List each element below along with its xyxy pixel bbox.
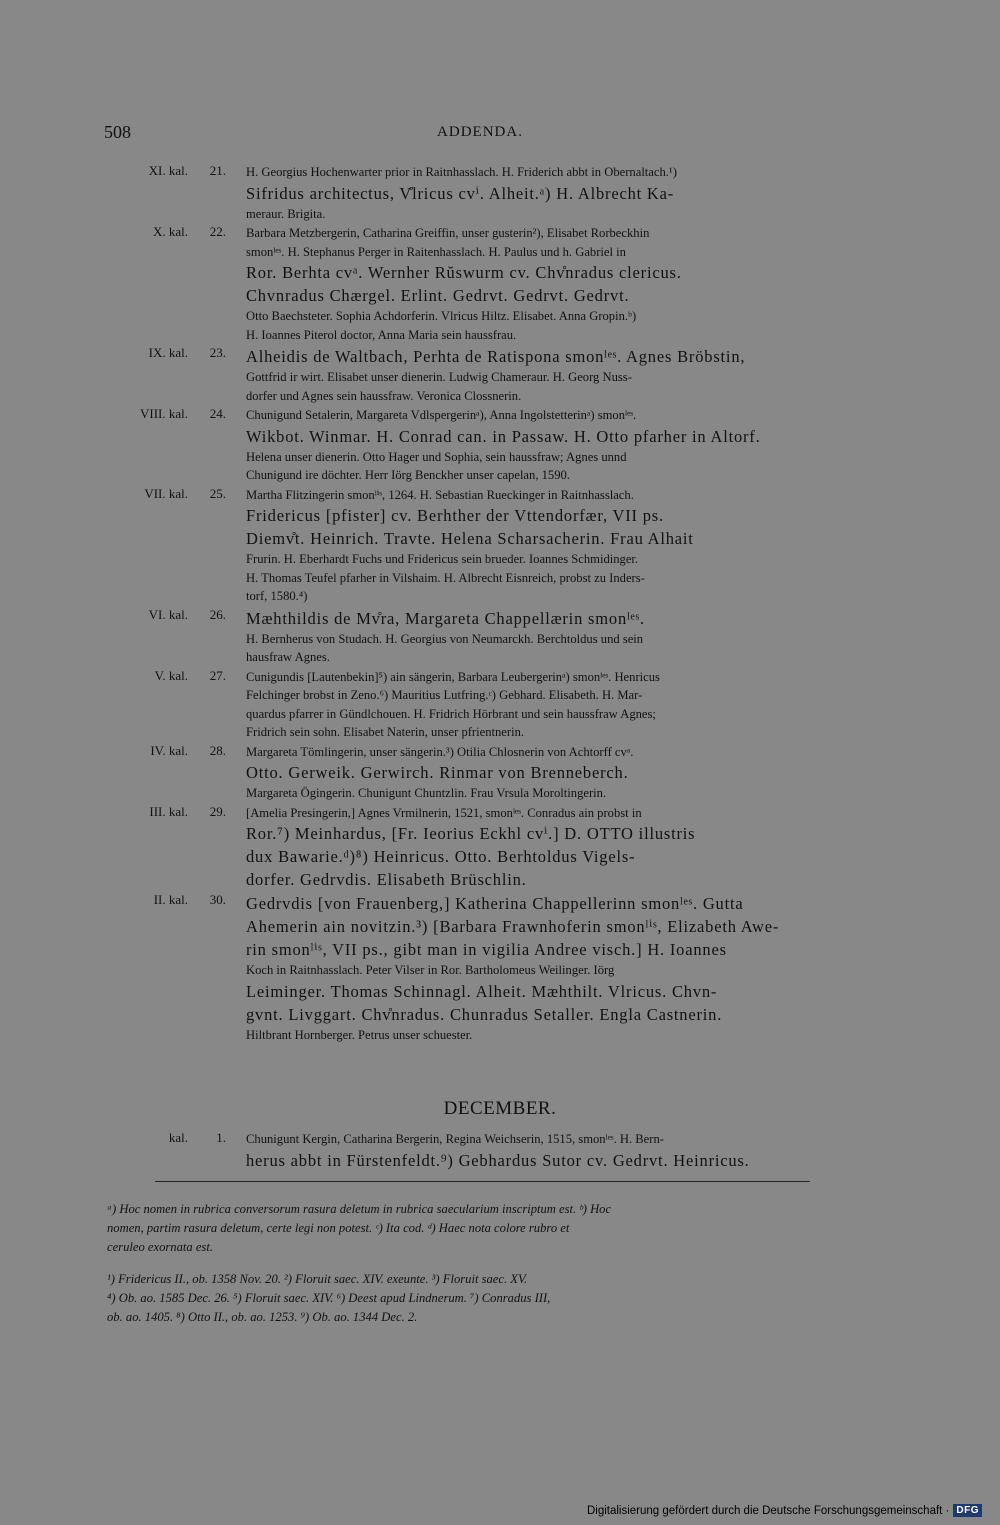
entry-line: Chunigund ire döchter. Herr Iörg Benckher unser capelan, 1590.	[246, 468, 570, 482]
footnotes-numbers	[107, 1270, 859, 1327]
day-number: 28.	[209, 742, 226, 758]
entry-line: Fridericus [pfister] cv. Berhther der Vttendorfær, VII ps.	[246, 506, 664, 525]
entry-line: [Amelia Presingerin,] Agnes Vrmilnerin, 1521, smonˡᵉˢ. Conradus ain probst in	[246, 805, 642, 820]
entry-line: Ror.⁷) Meinhardus, [Fr. Ieorius Eckhl cvⁱ.] D. OTTO illustris	[246, 824, 696, 843]
entry-line: Mæhthildis de Mv̊ra, Margareta Chappellærin smonˡᵉˢ.	[246, 608, 645, 628]
kalend-label: X. kal.	[152, 224, 188, 239]
calendar-entries	[108, 163, 860, 1045]
calendar-entry	[108, 486, 860, 606]
entry-line: hausfraw Agnes.	[246, 650, 330, 664]
entry-line: Gottfrid ir wirt. Elisabet unser dienerin. Ludwig Chameraur. H. Georg Nuss-	[246, 370, 632, 384]
dfg-credit	[587, 1504, 982, 1517]
december-entry	[108, 1130, 860, 1173]
entry-line: Diemv̊t. Heinrich. Travte. Helena Scharsacherin. Frau Alhait	[246, 529, 694, 548]
day-number: 25.	[209, 485, 226, 501]
entry-line: Ahemerin ain novitzin.³) [Barbara Frawnhoferin smonˡⁱˢ, Elizabeth Awe-	[246, 917, 780, 936]
day-number: 29.	[209, 803, 226, 819]
entry-line: Chunigunt Kergin, Catharina Bergerin, Regina Weichserin, 1515, smonˡᵉˢ. H. Bern-	[246, 1132, 664, 1146]
kalend-label: VIII. kal.	[139, 406, 188, 421]
calendar-entry	[108, 345, 860, 405]
kalend-label: kal.	[168, 1130, 188, 1145]
kalend-label: VI. kal.	[148, 606, 188, 622]
day-number: 1.	[216, 1130, 226, 1145]
december-heading: DECEMBER.	[443, 1098, 557, 1119]
calendar-entry	[108, 607, 860, 667]
calendar-entry	[108, 743, 860, 803]
kalend-label: VII. kal.	[144, 485, 188, 501]
entry-line: rin smonˡⁱˢ, VII ps., gibt man in vigilia Andree visch.] H. Ioannes	[246, 940, 727, 959]
entry-line: Frurin. H. Eberhardt Fuchs und Fridericus sein brueder. Ioannes Schmidinger.	[246, 552, 639, 566]
footnote-line: ᵃ) Hoc nomen in rubrica conversorum rasura deletum in rubrica saecularium inscriptum est. ᵇ) Hoc	[107, 1202, 612, 1216]
calendar-entry	[108, 224, 860, 344]
footnote-line: ob. ao. 1405. ⁸) Otto II., ob. ao. 1253. ⁹) Ob. ao. 1344 Dec. 2.	[107, 1310, 418, 1324]
entry-line: Helena unser dienerin. Otto Hager und Sophia, sein haussfraw; Agnes unnd	[246, 449, 627, 464]
entry-line: Gedrvdis [von Frauenberg,] Katherina Chappellerinn smonˡᵉˢ. Gutta	[246, 894, 744, 913]
calendar-entry	[108, 163, 860, 223]
credit-text: Digitalisierung gefördert durch die Deutsche Forschungsgemeinschaft ·	[586, 1504, 950, 1517]
calendar-entry	[108, 892, 860, 1044]
entry-line: H. Bernherus von Studach. H. Georgius von Neumarckh. Berchtoldus und sein	[246, 631, 644, 646]
kalend-label: IV. kal.	[150, 742, 188, 758]
kalend-label: XI. kal.	[148, 163, 188, 178]
entry-line: torf, 1580.⁴)	[246, 589, 308, 603]
footnote-line: nomen, partim rasura deletum, certe legi non potest. ᶜ) Ita cod. ᵈ) Haec nota colore rubro et	[107, 1221, 570, 1235]
entry-line: H. Georgius Hochenwarter prior in Raitnhasslach. H. Friderich abbt in Obernaltach.¹)	[246, 165, 677, 179]
entry-line: Hiltbrant Hornberger. Petrus unser schuester.	[246, 1027, 473, 1042]
entry-line: Cunigundis [Lautenbekin]⁵) ain sängerin, Barbara Leubergerinᵃ) smonˡᵉˢ. Henricus	[246, 669, 660, 684]
entry-line: Chvnradus Chærgel. Erlint. Gedrvt. Gedrvt. Gedrvt.	[246, 286, 630, 305]
entry-line: Barbara Metzbergerin, Catharina Greiffin, unser gusterin²), Elisabet Rorbeckhin	[246, 226, 650, 240]
entry-line: Leiminger. Thomas Schinnagl. Alheit. Mæhthilt. Vlricus. Chvn-	[246, 981, 718, 1001]
entry-line: herus abbt in Fürstenfeldt.⁹) Gebhardus Sutor cv. Gedrvt. Heinricus.	[246, 1150, 750, 1170]
footnote-rule	[155, 1181, 810, 1182]
day-number: 24.	[209, 406, 226, 421]
day-number: 26.	[209, 606, 226, 622]
entry-line: quardus pfarrer in Gündlchouen. H. Fridrich Hörbrant und sein haussfraw Agnes;	[246, 706, 656, 721]
day-number: 30.	[209, 892, 226, 907]
entry-line: dorfer. Gedrvdis. Elisabeth Brüschlin.	[246, 870, 527, 889]
footnotes-letters	[107, 1200, 859, 1257]
footnote-line: ⁴) Ob. ao. 1585 Dec. 26. ⁵) Floruit saec. XIV. ⁶) Deest apud Lindnerum. ⁷) Conradus III,	[107, 1291, 551, 1305]
entry-line: smonˡᵉˢ. H. Stephanus Perger in Raitenhasslach. H. Paulus und h. Gabriel in	[246, 244, 626, 259]
page-header	[104, 122, 856, 148]
day-number: 23.	[209, 345, 226, 360]
entry-line: Ror. Berhta cvᵃ. Wernher Rŭswurm cv. Chv̊nradus clericus.	[246, 263, 682, 282]
footnote-line: ceruleo exornata est.	[107, 1240, 213, 1254]
kalend-label: III. kal.	[149, 803, 188, 819]
calendar-entry	[108, 804, 860, 892]
calendar-entry	[108, 406, 860, 485]
entry-line: Koch in Raitnhasslach. Peter Vilser in Ror. Bartholomeus Weilinger. Iörg	[246, 963, 615, 977]
day-number: 22.	[209, 224, 226, 239]
entry-line: dorfer und Agnes sein haussfraw. Veronica Clossnerin.	[246, 388, 522, 403]
day-number: 21.	[209, 163, 226, 178]
page-number: 508	[104, 122, 131, 142]
entry-line: gvnt. Livggart. Chv̊nradus. Chunradus Setaller. Engla Castnerin.	[246, 1004, 723, 1024]
entry-line: Sifridus architectus, V̊lricus cvⁱ. Alheit.ᵃ) H. Albrecht Ka-	[246, 183, 675, 203]
entry-line: Martha Flitzingerin smonˡⁱˢ, 1264. H. Sebastian Rueckinger in Raitnhasslach.	[246, 487, 634, 502]
entry-line: dux Bawarie.ᵈ)⁸) Heinricus. Otto. Berhtoldus Vigels-	[246, 847, 636, 866]
entry-line: Otto. Gerweik. Gerwirch. Rinmar von Brenneberch.	[246, 763, 629, 782]
entry-line: Otto Baechsteter. Sophia Achdorferin. Vlricus Hiltz. Elisabet. Anna Gropin.ᵇ)	[246, 309, 637, 323]
dfg-logo: DFG	[953, 1504, 982, 1517]
footnote-line: ¹) Fridericus II., ob. 1358 Nov. 20. ²) Floruit saec. XIV. exeunte. ³) Floruit saec. XV.	[107, 1272, 528, 1286]
entry-line: Felchinger brobst in Zeno.⁶) Mauritius Lutfring.ᶜ) Gebhard. Elisabeth. H. Mar-	[246, 688, 643, 702]
day-number: 27.	[209, 667, 226, 683]
entry-line: meraur. Brigita.	[246, 206, 326, 221]
kalend-label: IX. kal.	[148, 345, 188, 360]
entry-line: H. Thomas Teufel pfarher in Vilshaim. H. Albrecht Eisnreich, probst zu Inders-	[246, 570, 645, 585]
entry-line: Margareta Tömlingerin, unser sängerin.³) Otilia Chlosnerin von Achtorff cvᵃ.	[246, 744, 634, 759]
running-title: ADDENDA.	[437, 124, 523, 140]
calendar-entry	[108, 668, 860, 742]
entry-line: Margareta Ögingerin. Chunigunt Chuntzlin. Frau Vrsula Moroltingerin.	[246, 786, 607, 800]
entry-line: Alheidis de Waltbach, Perhta de Ratispona smonˡᵉˢ. Agnes Bröbstin,	[246, 347, 746, 366]
entry-line: Chunigund Setalerin, Margareta Vdlspergerinᵃ), Anna Ingolstetterinᵃ) smonˡᵉˢ.	[246, 408, 637, 422]
entry-line: H. Ioannes Piterol doctor, Anna Maria sein haussfrau.	[246, 327, 517, 342]
entry-line: Fridrich sein sohn. Elisabet Naterin, unser pfrientnerin.	[246, 725, 525, 739]
entry-line: Wikbot. Winmar. H. Conrad can. in Passaw. H. Otto pfarher in Altorf.	[246, 426, 761, 446]
kalend-label: II. kal.	[153, 892, 188, 907]
kalend-label: V. kal.	[154, 667, 188, 683]
